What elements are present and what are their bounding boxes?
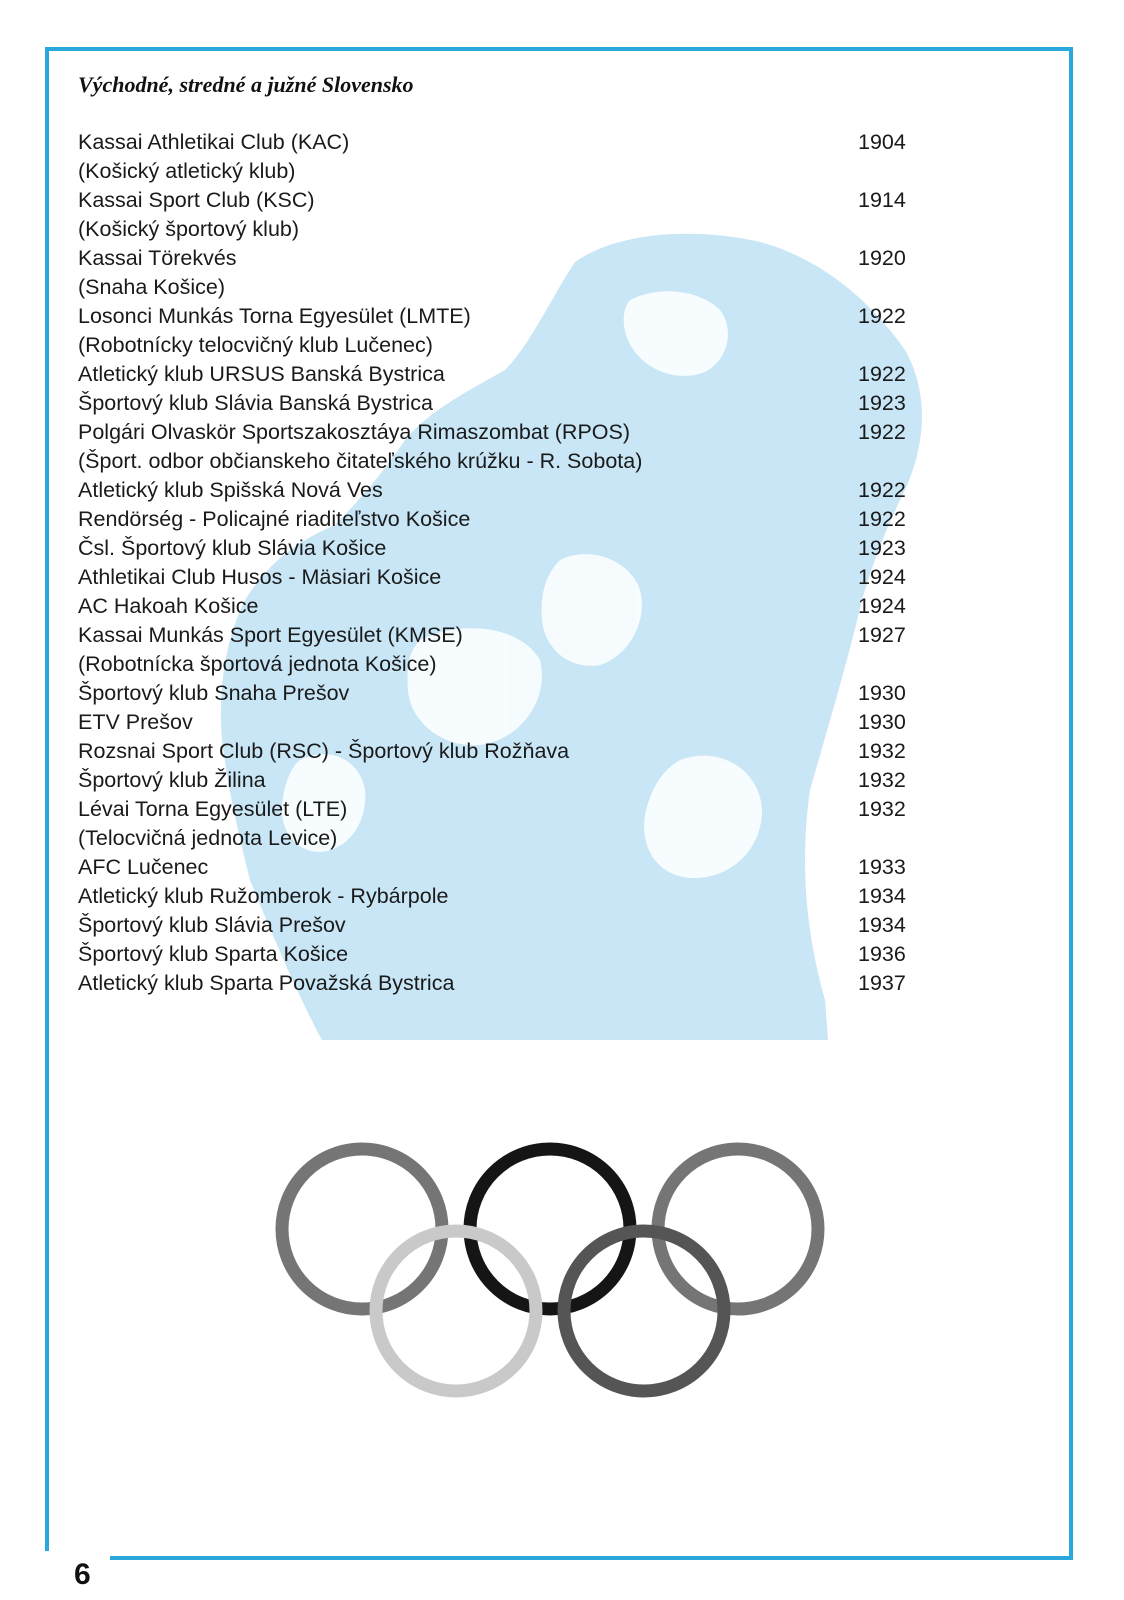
club-year: 1922 xyxy=(858,362,906,386)
club-name: AFC Lučenec xyxy=(78,855,209,879)
club-year: 1933 xyxy=(858,855,906,879)
club-name: (Šport. odbor občianskeho čitateľského krúžku - R. Sobota) xyxy=(78,449,643,473)
club-name: Čsl. Športový klub Slávia Košice xyxy=(78,536,387,560)
club-name: Polgári Olvaskör Sportszakosztáya Rimaszombat (RPOS) xyxy=(78,420,631,444)
club-name: (Telocvičná jednota Levice) xyxy=(78,826,338,850)
page-number: 6 xyxy=(74,1558,91,1591)
club-year: 1932 xyxy=(858,768,906,792)
club-year: 1904 xyxy=(858,130,906,154)
club-year: 1934 xyxy=(858,884,906,908)
club-name: Športový klub Slávia Prešov xyxy=(78,913,346,937)
club-name: Losonci Munkás Torna Egyesület (LMTE) xyxy=(78,304,471,328)
club-year: 1920 xyxy=(858,246,906,270)
club-name: Atletický klub Sparta Považská Bystrica xyxy=(78,971,455,995)
club-name: Kassai Sport Club (KSC) xyxy=(78,188,315,212)
club-name: Športový klub Žilina xyxy=(78,768,266,792)
club-year: 1937 xyxy=(858,971,906,995)
club-name: Atletický klub Spišská Nová Ves xyxy=(78,478,383,502)
club-name: Kassai Törekvés xyxy=(78,246,237,270)
club-name: (Snaha Košice) xyxy=(78,275,225,299)
club-name: Športový klub Sparta Košice xyxy=(78,942,349,966)
club-name: (Košický atletický klub) xyxy=(78,159,296,183)
club-name: Kassai Munkás Sport Egyesület (KMSE) xyxy=(78,623,463,647)
club-name: Športový klub Snaha Prešov xyxy=(78,681,350,705)
club-year: 1932 xyxy=(858,797,906,821)
club-year: 1922 xyxy=(858,304,906,328)
club-year: 1930 xyxy=(858,710,906,734)
club-name: (Robotnícky telocvičný klub Lučenec) xyxy=(78,333,433,357)
club-year: 1930 xyxy=(858,681,906,705)
club-year: 1924 xyxy=(858,594,906,618)
club-name: Lévai Torna Egyesület (LTE) xyxy=(78,797,348,821)
club-name: (Robotnícka športová jednota Košice) xyxy=(78,652,437,676)
club-name: Atletický klub Ružomberok - Rybárpole xyxy=(78,884,449,908)
club-year: 1932 xyxy=(858,739,906,763)
club-name: Rozsnai Sport Club (RSC) - Športový klub Rožňava xyxy=(78,739,570,763)
club-name: ETV Prešov xyxy=(78,710,193,734)
club-name: Atletický klub URSUS Banská Bystrica xyxy=(78,362,445,386)
club-year: 1914 xyxy=(858,188,906,212)
club-year: 1922 xyxy=(858,507,906,531)
club-name: Kassai Athletikai Club (KAC) xyxy=(78,130,350,154)
club-year: 1934 xyxy=(858,913,906,937)
club-name: Rendörség - Policajné riaditeľstvo Košice xyxy=(78,507,471,531)
club-name: Športový klub Slávia Banská Bystrica xyxy=(78,391,433,415)
club-name: (Košický športový klub) xyxy=(78,217,300,241)
club-year: 1923 xyxy=(858,391,906,415)
club-year: 1922 xyxy=(858,478,906,502)
club-name: AC Hakoah Košice xyxy=(78,594,259,618)
club-year: 1924 xyxy=(858,565,906,589)
club-year: 1922 xyxy=(858,420,906,444)
club-year: 1927 xyxy=(858,623,906,647)
section-heading: Východné, stredné a južné Slovensko xyxy=(78,72,414,97)
club-name: Athletikai Club Husos - Mäsiari Košice xyxy=(78,565,442,589)
club-year: 1936 xyxy=(858,942,906,966)
club-year: 1923 xyxy=(858,536,906,560)
